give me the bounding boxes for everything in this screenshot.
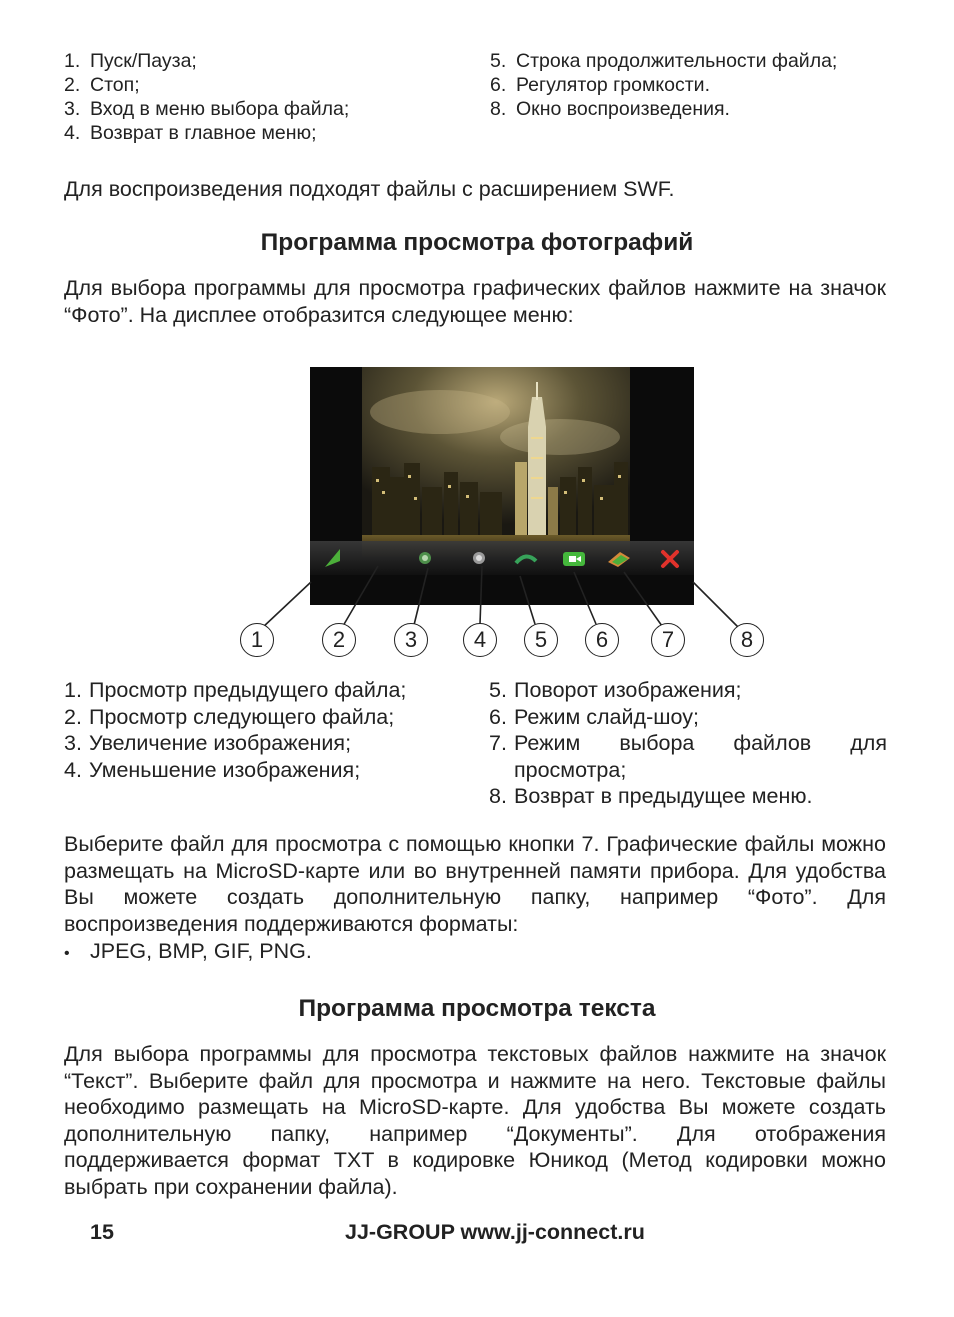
- callout-2: 2: [322, 623, 356, 657]
- list-item: 1. Просмотр предыдущего файла;: [64, 678, 407, 702]
- list-item: 4. Уменьшение изображения;: [64, 757, 361, 782]
- photo-section-heading: Программа просмотра фотографий: [260, 229, 694, 256]
- bullet: •: [64, 945, 70, 962]
- photo-list-right: [489, 677, 887, 810]
- callout-5: 5: [524, 623, 558, 657]
- formats-line: • JPEG, BMP, GIF, PNG.: [64, 938, 312, 968]
- callout-8: 8: [730, 623, 764, 657]
- close-icon[interactable]: [660, 549, 680, 569]
- slideshow-icon[interactable]: [562, 550, 586, 568]
- list-item: 2. Просмотр следующего файла;: [64, 704, 395, 729]
- list-item: 6. Режим слайд-шоу;: [489, 704, 699, 729]
- list-item: 8. Возврат в предыдущее меню.: [489, 784, 813, 808]
- list-item: 4. Возврат в главное меню;: [64, 122, 317, 144]
- list-item: 1. Пуск/Пауза;: [64, 50, 197, 72]
- callout-4: 4: [463, 623, 497, 657]
- photo-list-left: [64, 677, 474, 783]
- callout-line-8: [693, 582, 738, 627]
- rotate-icon[interactable]: [513, 551, 539, 567]
- list-item: 6. Регулятор громкости.: [490, 74, 710, 96]
- top-list-right: [490, 49, 910, 121]
- photo-body: Выберите файл для просмотра с помощью кнопки 7. Графические файлы можно размещать на MicroSD-карте или во внутренней памяти прибора. Для удобства Вы можете создать дополнительную папку, например “Фото”. Для воспроизведения поддерживаются форматы:: [64, 832, 886, 936]
- list-item: 5. Строка продолжительности файла;: [490, 50, 838, 72]
- list-item: 3. Вход в меню выбора файла;: [64, 98, 350, 120]
- text-section-heading: Программа просмотра текста: [298, 995, 656, 1022]
- text-section-body: Для выбора программы для просмотра текстовых файлов нажмите на значок “Текст”. Выберите файл для просмотра и нажмите на него. Текстовые файлы необходимо размещать на MicroSD-карте. Для удобства Вы можете создать дополнительную папку, например “Документы”. Для отображения поддерживается формат TXT в кодировке Юникод (Метод кодировки можно выбрать при сохранении файла).: [64, 1042, 886, 1199]
- page-number: 15: [90, 1220, 114, 1244]
- footer-brand: JJ-GROUP www.jj-connect.ru: [345, 1220, 645, 1244]
- callout-line-1: [262, 582, 311, 628]
- callout-6: 6: [585, 623, 619, 657]
- previous-file-icon[interactable]: [322, 547, 344, 569]
- list-item: 7. Режим выбора файлов для просмотра;: [489, 731, 887, 782]
- top-list-left: [64, 49, 464, 145]
- city-night-photo: [310, 367, 694, 605]
- swf-note: Для воспроизведения подходят файлы с расширением SWF.: [64, 177, 675, 201]
- list-item: 5. Поворот изображения;: [489, 678, 742, 702]
- list-item: 2. Стоп;: [64, 74, 140, 96]
- photo-intro: Для выбора программы для просмотра графических файлов нажмите на значок “Фото”. На дисплее отобразится следующее меню:: [64, 276, 886, 327]
- list-item: 8. Окно воспроизведения.: [490, 98, 730, 120]
- callout-1: 1: [240, 623, 274, 657]
- list-item: 3. Увеличение изображения;: [64, 731, 352, 755]
- callout-3: 3: [394, 623, 428, 657]
- zoom-in-icon[interactable]: [416, 549, 434, 567]
- file-select-icon[interactable]: [606, 550, 632, 568]
- zoom-out-icon[interactable]: [470, 549, 488, 567]
- callout-7: 7: [651, 623, 685, 657]
- photo-viewer-screen: [310, 367, 694, 605]
